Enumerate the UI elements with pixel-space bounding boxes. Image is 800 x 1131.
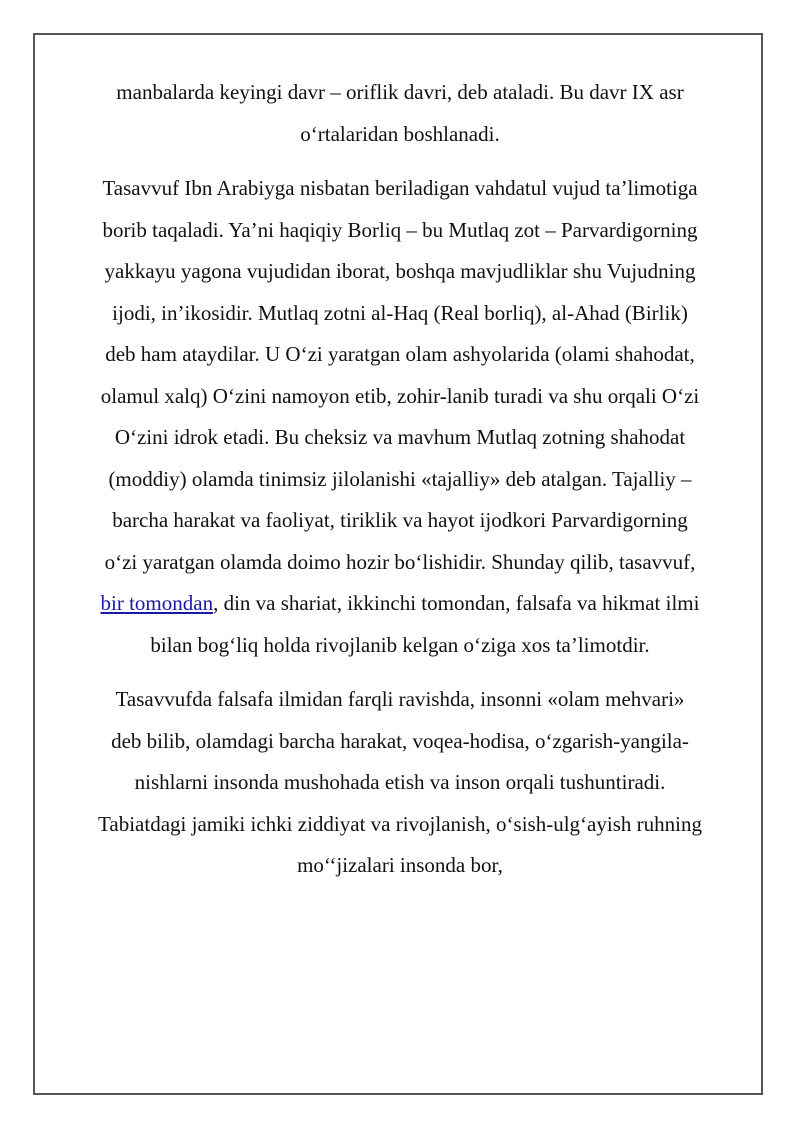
document-body bbox=[98, 72, 702, 887]
paragraph-2-text-end: , din va shariat, ikkinchi tomondan, falsafa va hikmat ilmi bilan bog‘liq holda rivojlanib kelgan o‘ziga xos ta’limotdir. bbox=[150, 591, 700, 657]
paragraph-2-text-start: Tasavvuf Ibn Arabiyga nisbatan beriladigan vahdatul vujud ta’limotiga borib taqaladi. Ya’ni haqiqiy Borliq – bu Mutlaq zot – Parvardigorning yakkayu yagona vujudidan iborat, boshqa mavjudliklar shu Vujudning ijodi, in’ikosidir. Mutlaq zotni al-Haq (Real borliq), al-Ahad (Birlik) deb ham ataydilar. U O‘zi yaratgan olam ashyolarida (olami shahodat, olamul xalq) O‘zini namoyon etib, zohir-lanib turadi va shu orqali O‘zi O‘zini idrok etadi. Bu cheksiz va mavhum Mutlaq zotning shahodat (moddiy) olamda tinimsiz jilolanishi «tajalliy» deb atalgan. Tajalliy – barcha harakat va faoliyat, tiriklik va hayot ijodkori Parvardigorning o‘zi yaratgan olamda doimo hozir bo‘lishidir. Shunday qilib, tasavvuf, bbox=[100, 176, 700, 574]
paragraph-1: manbalarda keyingi davr – oriflik davri, deb ataladi. Bu davr IX asr o‘rtalaridan boshlanadi. bbox=[116, 80, 684, 146]
bir-tomondan-link[interactable]: bir tomondan bbox=[100, 591, 214, 615]
paragraph-3: Tasavvufda falsafa ilmidan farqli ravishda, insonni «olam mehvari» deb bilib, olamdagi barcha harakat, voqea-hodisa, o‘zgarish-yangila-nishlarni insonda mushohada etish va inson orqali tushuntiradi. Tabiatdagi jamiki ichki ziddiyat va rivojlanish, o‘sish-ulg‘ayish ruhning mo‘‘jizalari insonda bor, bbox=[98, 687, 702, 877]
paragraph-2 bbox=[98, 168, 702, 666]
